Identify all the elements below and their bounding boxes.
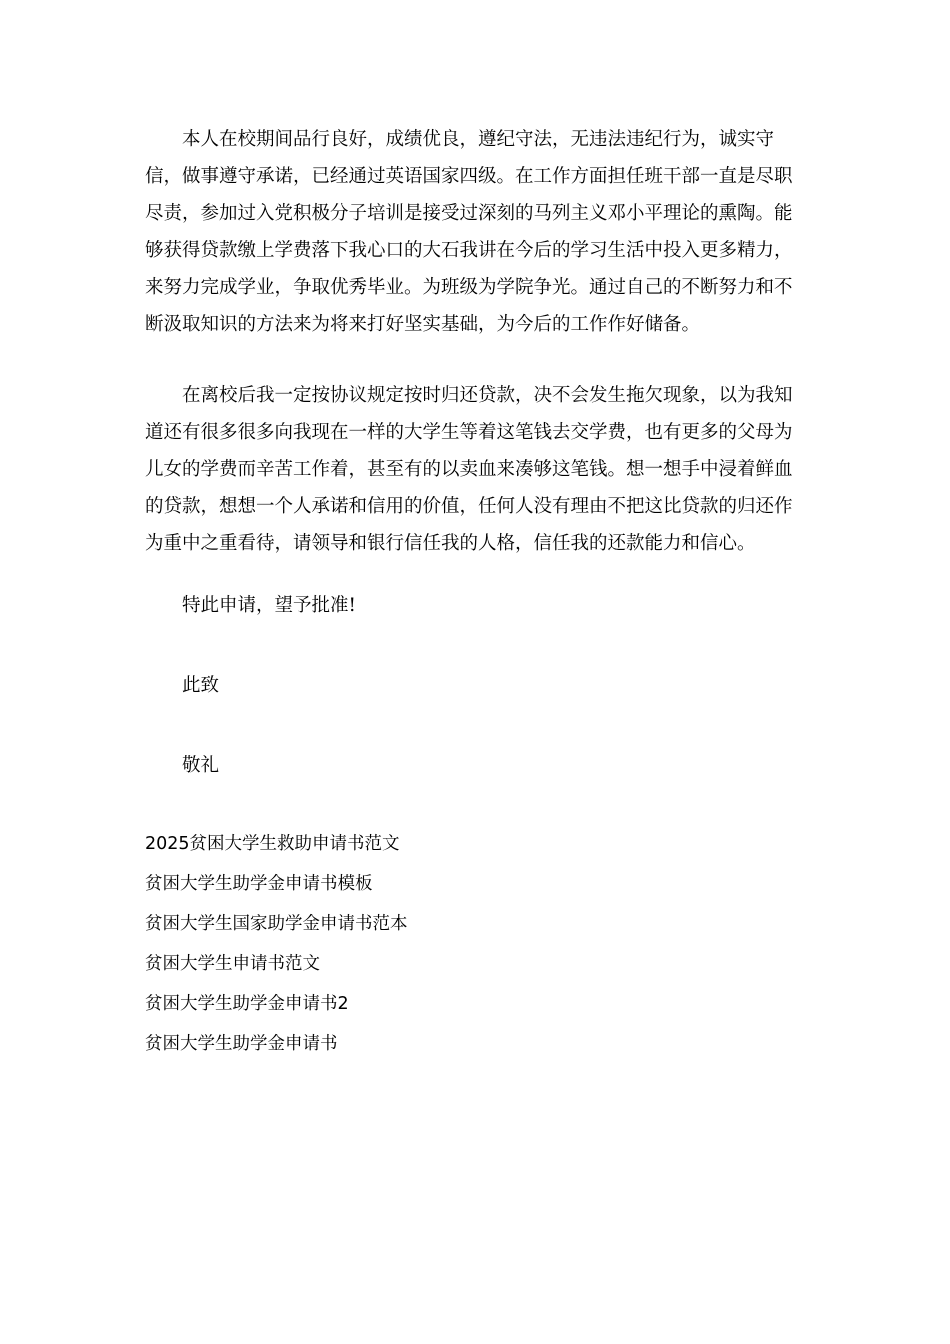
body-paragraph: 本人在校期间品行良好，成绩优良，遵纪守法，无违法违纪行为，诚实守信，做事遵守承诺，已经通过英语国家四级。在工作方面担任班干部一直是尽职尽责，参加过入党积极分子培训是接受过深刻的马列主义邓小平理论的熏陶。能够获得贷款缴上学费落下我心口的大石我讲在今后的学习生活中投入更多精力，来努力完成学业，争取优秀毕业。为班级为学院争光。通过自己的不断努力和不断汲取知识的方法来为将来打好坚实基础，为今后的工作作好储备。 (145, 129, 793, 335)
related-link[interactable]: 贫困大学生助学金申请书模板 (145, 874, 373, 894)
document-page (145, 121, 810, 1080)
related-links-list (145, 824, 810, 1064)
salutation-line: 此致 (182, 675, 220, 696)
related-link[interactable]: 贫困大学生国家助学金申请书范本 (145, 914, 408, 934)
salutation-line: 敬礼 (182, 755, 220, 776)
related-link[interactable]: 贫困大学生申请书范文 (145, 954, 320, 974)
closing-line: 特此申请，望予批准! (182, 595, 356, 616)
related-link[interactable]: 2025贫困大学生救助申请书范文 (145, 834, 400, 854)
body-paragraph: 在离校后我一定按协议规定按时归还贷款，决不会发生拖欠现象，以为我知道还有很多很多向我现在一样的大学生等着这笔钱去交学费，也有更多的父母为儿女的学费而辛苦工作着，甚至有的以卖血来凑够这笔钱。想一想手中浸着鲜血的贷款，想想一个人承诺和信用的价值，任何人没有理由不把这比贷款的归还作为重中之重看待，请领导和银行信任我的人格，信任我的还款能力和信心。 (145, 385, 793, 554)
related-link[interactable]: 贫困大学生助学金申请书2 (145, 994, 349, 1014)
related-link[interactable]: 贫困大学生助学金申请书 (145, 1034, 338, 1054)
